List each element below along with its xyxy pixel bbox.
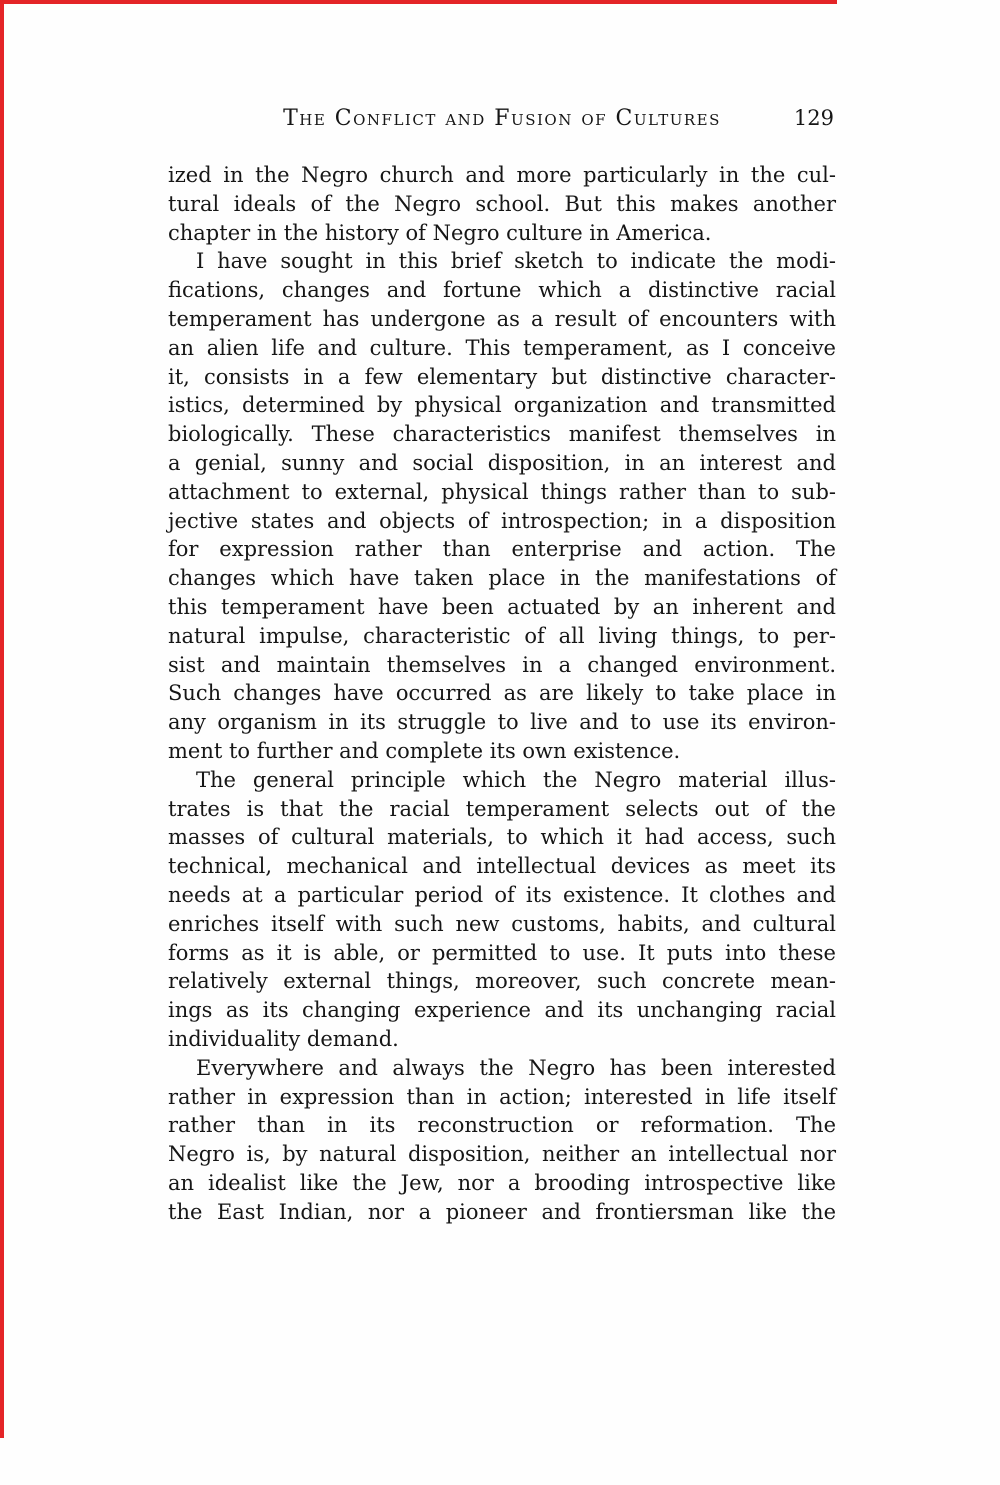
text-line: rather than in its reconstruction or reformation. The — [168, 1113, 836, 1138]
text-line: relatively external things, moreover, such concrete mean- — [168, 969, 836, 994]
text-line: for expression rather than enterprise and action. The — [168, 537, 836, 562]
text-line: The general principle which the Negro material illus- — [196, 767, 836, 792]
text-line: attachment to external, physical things rather than to sub- — [168, 479, 836, 504]
text-line: it, consists in a few elementary but distinctive character- — [168, 364, 836, 389]
text-line: I have sought in this brief sketch to indicate the modi- — [196, 249, 836, 274]
text-line: ment to further and complete its own existence. — [168, 738, 681, 763]
text-line: rather in expression than in action; interested in life itself — [168, 1084, 836, 1109]
page-number: 129 — [793, 106, 834, 130]
text-line: a genial, sunny and social disposition, in an interest and — [168, 450, 836, 475]
text-line: fications, changes and fortune which a distinctive racial — [168, 278, 836, 303]
text-line: Everywhere and always the Negro has been interested — [196, 1055, 836, 1080]
text-line: istics, determined by physical organization and transmitted — [168, 393, 836, 418]
text-line: this temperament have been actuated by an inherent and — [168, 594, 836, 619]
text-line: ings as its changing experience and its unchanging racial — [168, 998, 836, 1023]
text-line: ized in the Negro church and more particularly in the cul- — [168, 163, 836, 187]
text-line: any organism in its struggle to live and to use its environ- — [168, 710, 836, 735]
text-line: enriches itself with such new customs, habits, and cultural — [168, 911, 836, 936]
text-line: technical, mechanical and intellectual devices as meet its — [168, 854, 836, 879]
text-line: an alien life and culture. This temperament, as I conceive — [168, 335, 836, 360]
text-line: the East Indian, nor a pioneer and frontiersman like the — [168, 1199, 836, 1224]
text-line: individuality demand. — [168, 1026, 399, 1051]
text-line: temperament has undergone as a result of encounters with — [168, 306, 836, 331]
text-line: biologically. These characteristics manifest themselves in — [168, 422, 836, 447]
text-line: sist and maintain themselves in a changed environment. — [168, 652, 836, 677]
text-line: masses of cultural materials, to which it had access, such — [168, 825, 836, 850]
text-line: needs at a particular period of its existence. It clothes and — [168, 882, 836, 907]
text-line: tural ideals of the Negro school. But this makes another — [168, 191, 836, 216]
scan-mark-left — [0, 0, 4, 1438]
text-line: Such changes have occurred as are likely to take place in — [168, 681, 836, 706]
text-line: chapter in the history of Negro culture in America. — [168, 220, 712, 245]
page-title: The Conflict and Fusion of Cultures — [283, 106, 721, 131]
running-header — [168, 106, 836, 136]
text-line: natural impulse, characteristic of all living things, to per- — [168, 623, 836, 648]
text-line: jective states and objects of introspection; in a disposition — [168, 508, 836, 533]
scan-mark-top — [0, 0, 837, 4]
text-line: Negro is, by natural disposition, neither an intellectual nor — [168, 1142, 836, 1167]
text-line: trates is that the racial temperament selects out of the — [168, 796, 836, 821]
text-line: changes which have taken place in the manifestations of — [168, 566, 836, 591]
text-line: forms as it is able, or permitted to use. It puts into these — [168, 940, 836, 965]
body-text — [168, 161, 836, 1226]
text-line: an idealist like the Jew, nor a brooding introspective like — [168, 1170, 836, 1195]
